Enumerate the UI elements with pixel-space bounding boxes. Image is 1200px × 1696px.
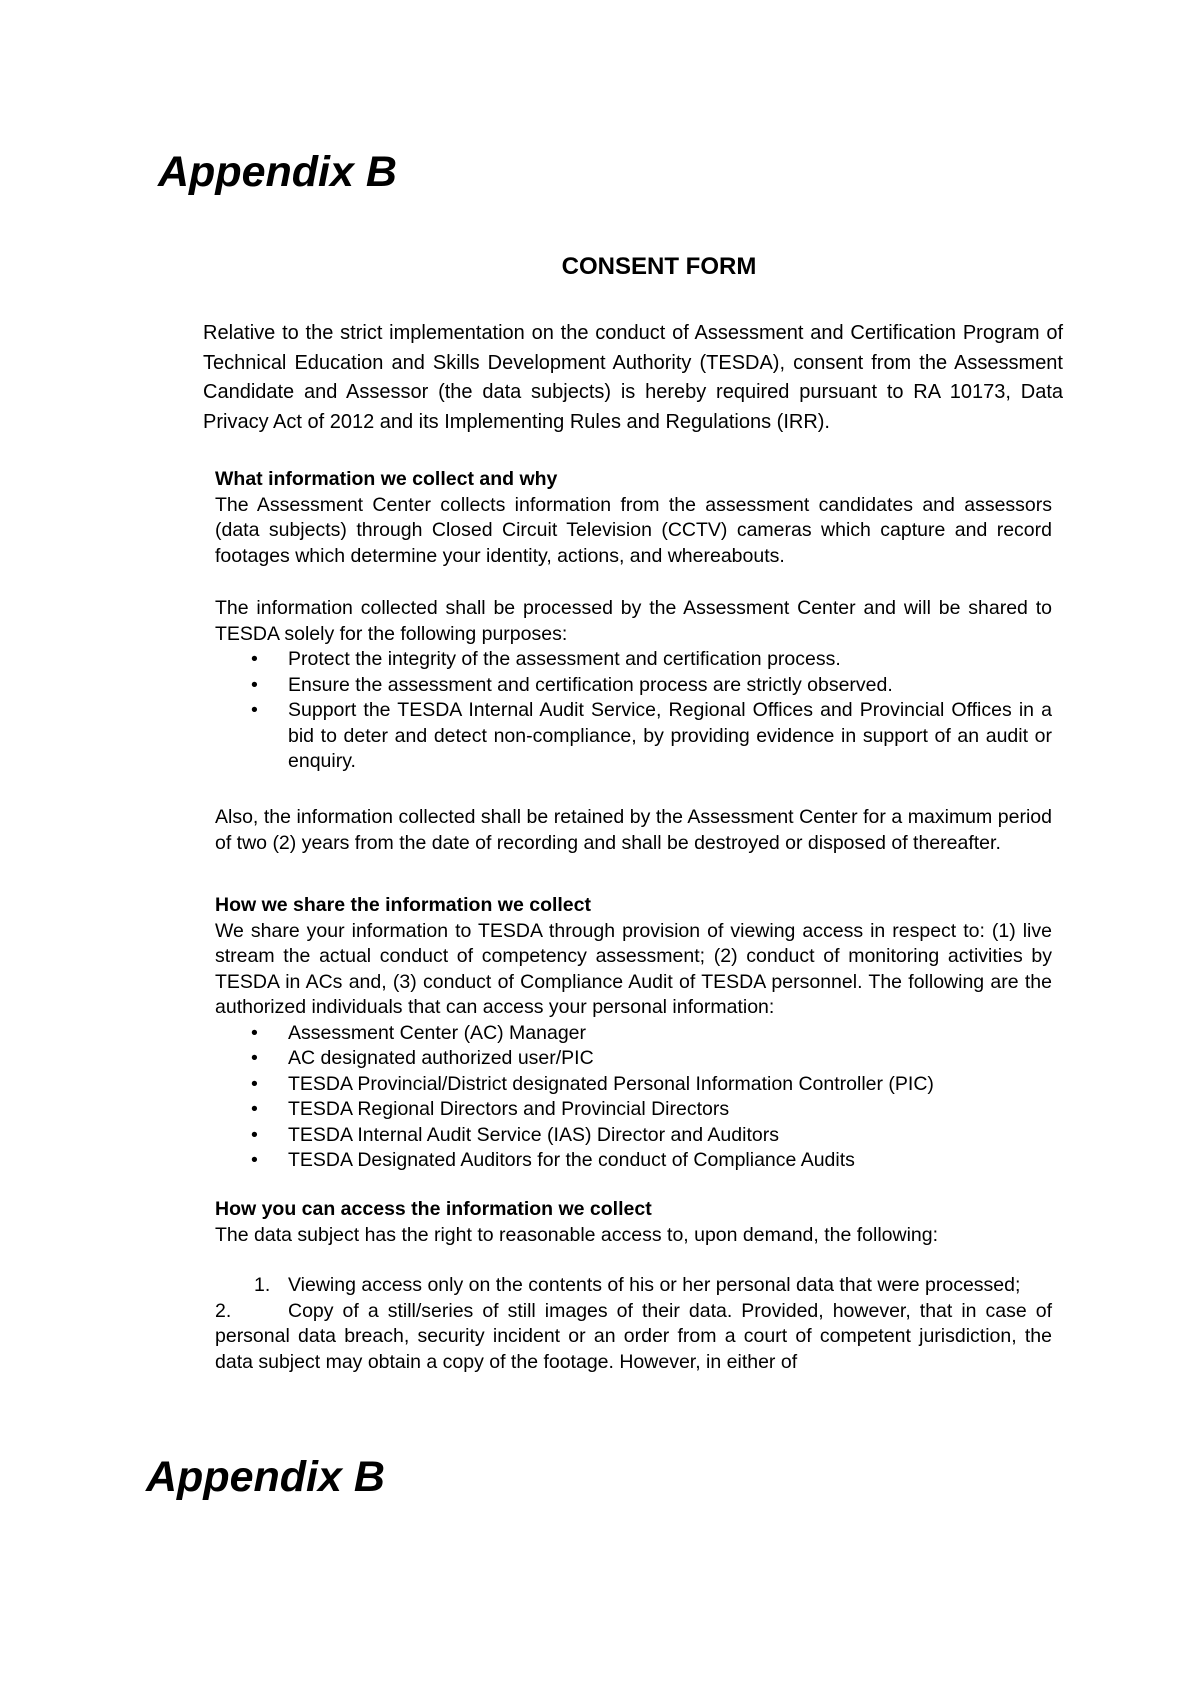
collect-heading: What information we collect and why <box>215 468 558 490</box>
authorized-individuals-list <box>215 1021 1052 1174</box>
list-item: • Assessment Center (AC) Manager <box>215 1021 1052 1047</box>
appendix-heading: Appendix B <box>158 148 397 196</box>
share-paragraph: We share your information to TESDA through provision of viewing access in respect to: (1) live stream the actual conduct of competency assessment; (2) conduct of monitoring activities by TESDA in ACs and, (3) conduct of Compliance Audit of TESDA personnel. The following are the authorized individuals that can access your personal information: <box>215 919 1052 1018</box>
intro-paragraph: Relative to the strict implementation on the conduct of Assessment and Certification Program of Technical Education and Skills Development Authority (TESDA), consent from the Assessment Candidate and Assessor (the data subjects) is hereby required pursuant to RA 10173, Data Privacy Act of 2012 and its Implementing Rules and Regulations (IRR). <box>203 322 1063 433</box>
list-item-text: Viewing access only on the contents of his or her personal data that were processed; <box>288 1274 1021 1296</box>
collect-paragraph-3: Also, the information collected shall be retained by the Assessment Center for a maximum period of two (2) years from the date of recording and shall be destroyed or disposed of thereafter. <box>215 806 1052 854</box>
access-heading: How you can access the information we collect <box>215 1198 652 1220</box>
access-rights-list <box>215 1273 1052 1299</box>
purposes-section <box>215 596 1052 775</box>
list-item: • Protect the integrity of the assessment and certification process. <box>215 647 1052 673</box>
form-title: CONSENT FORM <box>561 253 757 280</box>
collect-paragraph-1: The Assessment Center collects information from the assessment candidates and assessors (data subjects) through Closed Circuit Television (CCTV) cameras which capture and record footages which determine your identity, actions, and whereabouts. <box>215 493 1052 567</box>
list-item: • AC designated authorized user/PIC <box>215 1046 1052 1072</box>
list-item: • Support the TESDA Internal Audit Service, Regional Offices and Provincial Offices in a bid to deter and detect non-compliance, by providing evidence in support of an audit or enquiry. <box>215 698 1052 775</box>
list-item <box>215 1273 1052 1299</box>
collect-paragraph-2: The information collected shall be processed by the Assessment Center and will be shared to TESDA solely for the following purposes: <box>215 597 1052 645</box>
access-section <box>215 1197 1052 1375</box>
retention-section <box>215 805 1052 856</box>
access-item-2 <box>215 1299 1052 1376</box>
access-paragraph: The data subject has the right to reasonable access to, upon demand, the following: <box>215 1223 939 1246</box>
appendix-heading-footer: Appendix B <box>146 1453 385 1501</box>
list-number: 2. <box>215 1299 232 1322</box>
collect-section <box>215 467 1052 569</box>
share-heading: How we share the information we collect <box>215 894 591 916</box>
list-item: • TESDA Provincial/District designated Personal Information Controller (PIC) <box>215 1072 1052 1098</box>
list-item: • TESDA Designated Auditors for the conduct of Compliance Audits <box>215 1148 1052 1174</box>
list-item: • TESDA Regional Directors and Provincial Directors <box>215 1097 1052 1123</box>
share-section <box>215 893 1052 1174</box>
list-item: • Ensure the assessment and certification process are strictly observed. <box>215 673 1052 699</box>
list-item-text: Copy of a still/series of still images of their data. Provided, however, that in case of personal data breach, security incident or an order from a court of competent jurisdiction, the data subject may obtain a copy of the footage. However, in either of <box>215 1299 1052 1373</box>
list-item: • TESDA Internal Audit Service (IAS) Director and Auditors <box>215 1123 1052 1149</box>
purposes-list <box>215 647 1052 775</box>
list-number: 1. <box>254 1274 271 1296</box>
